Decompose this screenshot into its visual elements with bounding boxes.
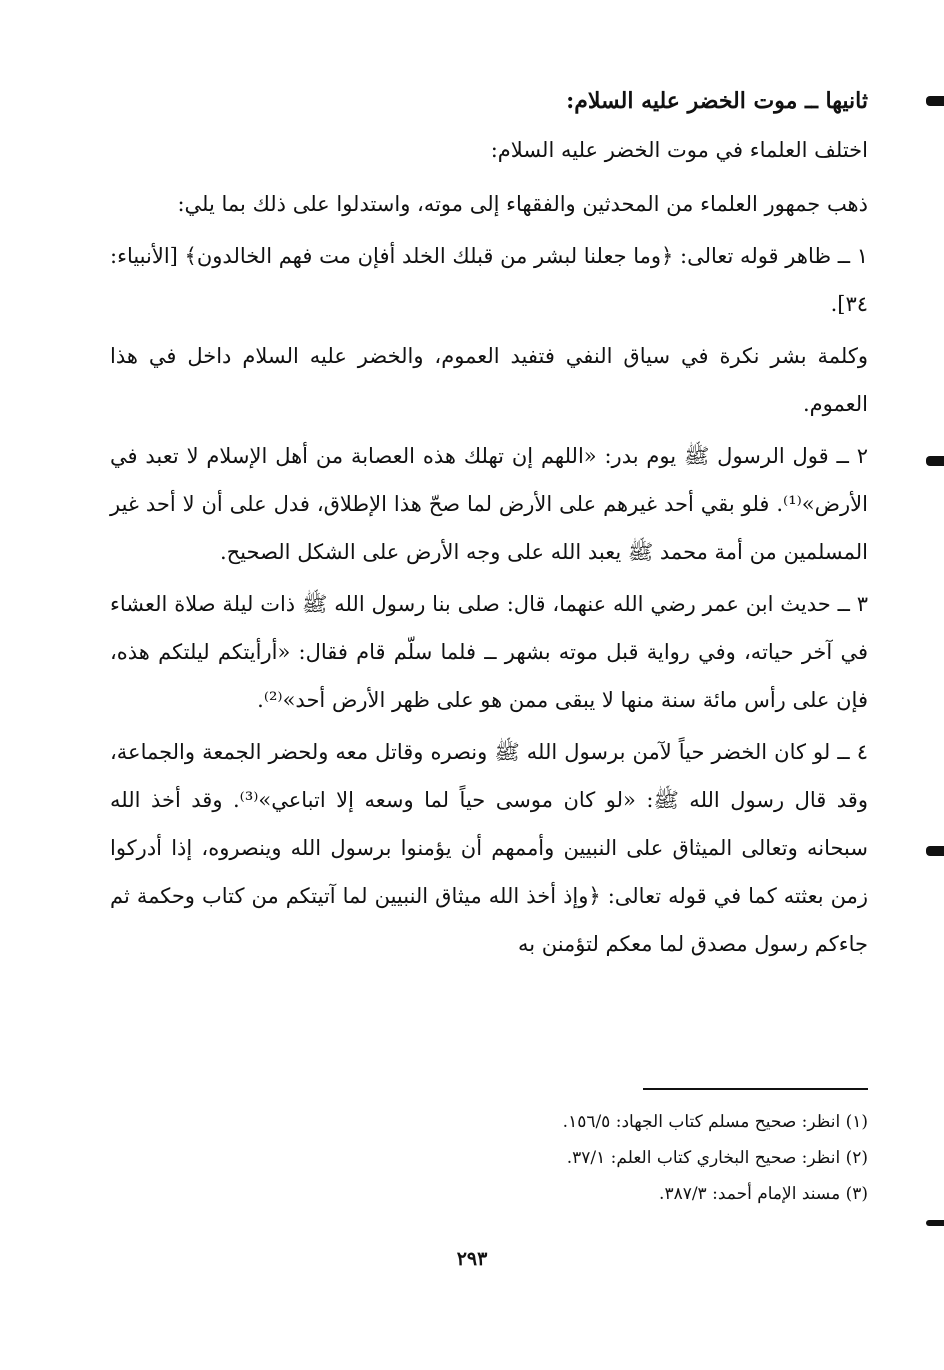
footnote-divider xyxy=(643,1088,868,1090)
footnote-1: (١) انظر: صحيح مسلم كتاب الجهاد: ١٥٦/٥. xyxy=(562,1112,868,1132)
scan-edge-mark xyxy=(926,1220,944,1226)
footnote-2: (٢) انظر: صحيح البخاري كتاب العلم: ٣٧/١. xyxy=(566,1148,868,1168)
paragraph-evidence-1: ١ ــ ظاهر قوله تعالى: ﴿وما جعلنا لبشر من قبلك الخلد أفإن مت فهم الخالدون﴾ [الأنبياء: ٣٤]. xyxy=(110,244,868,316)
scan-edge-mark xyxy=(926,846,944,856)
paragraph-evidence-2: ٢ ــ قول الرسول ﷺ يوم بدر: «اللهم إن تهلك هذه العصابة من أهل الإسلام لا تعبد في الأرض»⁽¹⁾. فلو بقي أحد غيرهم على الأرض لما صحّ هذا الإطلاق، فدل على أن لا أحد غير المسلمين من أمة محمد ﷺ يعبد الله على وجه الأرض على الشكل الصحيح. xyxy=(110,444,868,564)
page-number: ٢٩٣ xyxy=(456,1248,488,1270)
scan-edge-mark xyxy=(926,456,944,466)
footnotes xyxy=(110,1088,868,1212)
paragraph-majority-view: ذهب جمهور العلماء من المحدثين والفقهاء إلى موته، واستدلوا على ذلك بما يلي: xyxy=(177,192,868,216)
section-heading: ثانيها ــ موت الخضر عليه السلام: xyxy=(566,88,868,114)
paragraph-intro: اختلف العلماء في موت الخضر عليه السلام: xyxy=(490,138,868,162)
paragraph-evidence-4: ٤ ــ لو كان الخضر حياً لآمن برسول الله ﷺ ونصره وقاتل معه ولحضر الجمعة والجماعة، وقد قال رسول الله ﷺ: «لو كان موسى حياً لما وسعه إلا اتباعي»⁽³⁾. وقد أخذ الله سبحانه وتعالى الميثاق على النبيين وأممهم أن يؤمنوا برسول الله وينصروه، إذا أدركوا زمن بعثته كما في قوله تعالى: ﴿وإذ أخذ الله ميثاق النبيين لما آتيتكم من كتاب وحكمة ثم جاءكم رسول مصدق لما معكم لتؤمنن به xyxy=(110,740,868,956)
paragraph-evidence-3: ٣ ــ حديث ابن عمر رضي الله عنهما، قال: صلى بنا رسول الله ﷺ ذات ليلة صلاة العشاء في آخر حياته، وفي رواية قبل موته بشهر ــ فلما سلّم قام فقال: «أرأيتكم ليلتكم هذه، فإن على رأس مائة سنة منها لا يبقى ممن هو على ظهر الأرض أحد»⁽²⁾. xyxy=(110,592,868,712)
page-body xyxy=(110,78,868,972)
footnote-3: (٣) مسند الإمام أحمد: ٣٨٧/٣. xyxy=(659,1184,868,1204)
scan-edge-mark xyxy=(926,96,944,106)
paragraph-evidence-1-note: وكلمة بشر نكرة في سياق النفي فتفيد العموم، والخضر عليه السلام داخل في هذا العموم. xyxy=(110,344,868,416)
